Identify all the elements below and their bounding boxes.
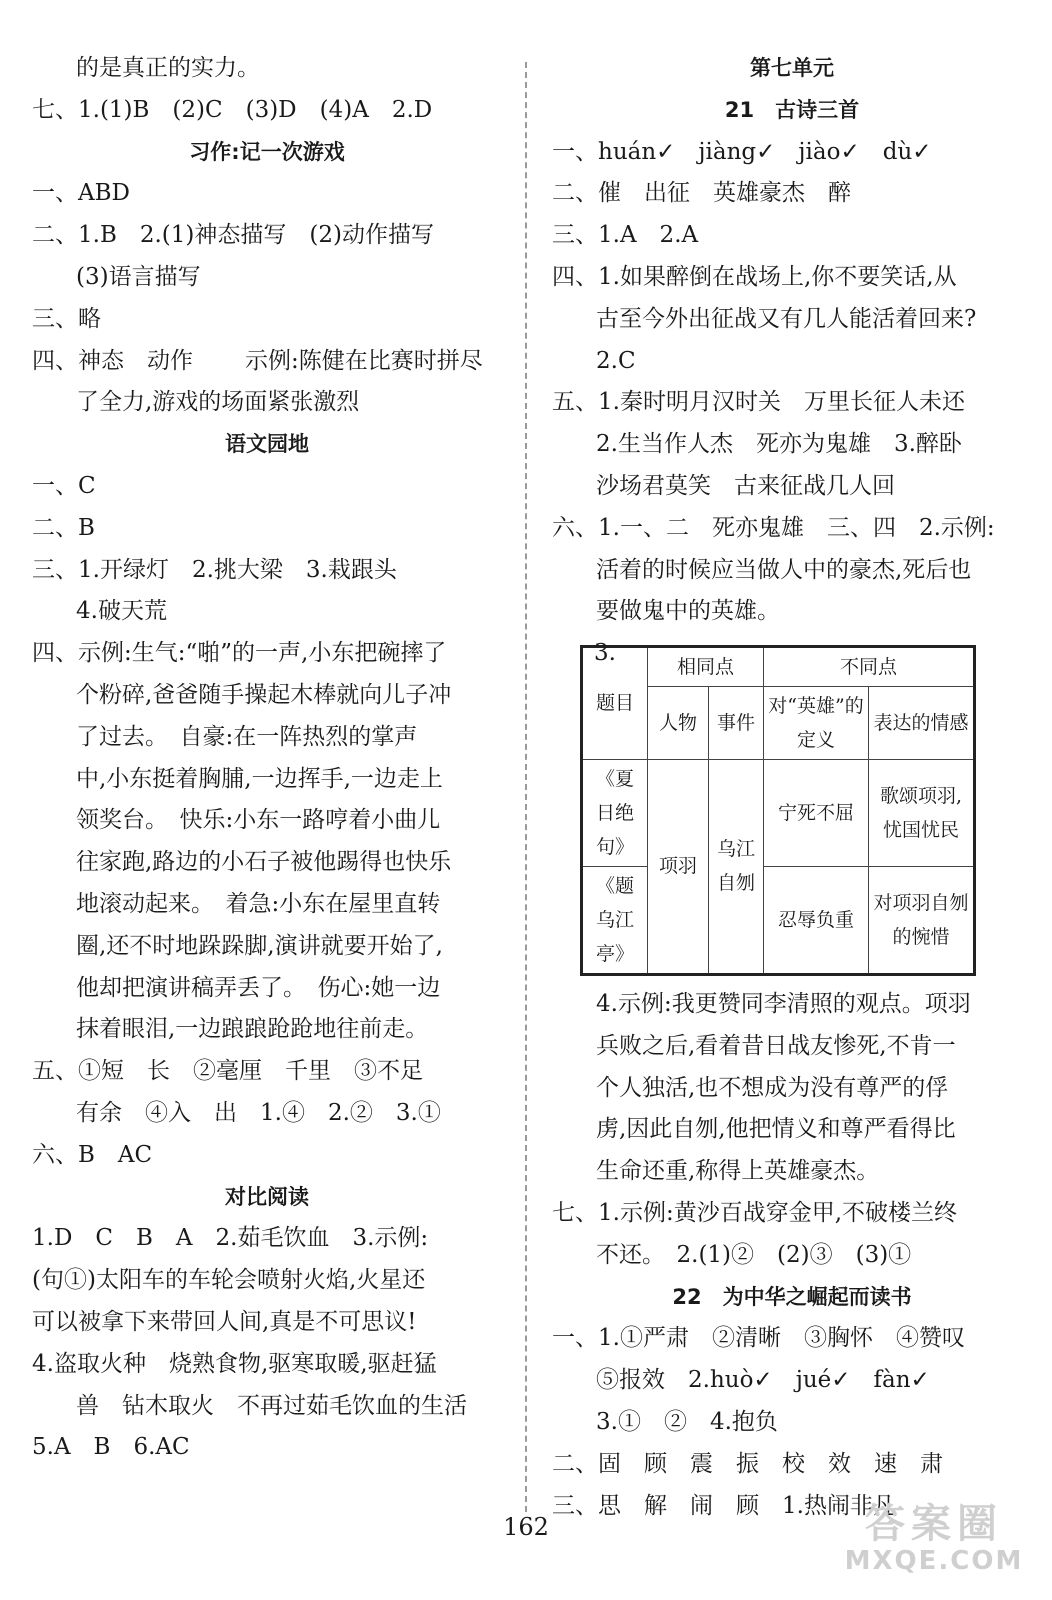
table-header: 事件 — [709, 686, 764, 759]
section-title: 对比阅读 — [225, 1184, 309, 1209]
right-column — [552, 48, 1032, 1527]
unit-title: 第七单元 — [750, 56, 834, 80]
answer-line: 兵败之后,看着昔日战友惨死,不肯一 — [596, 1032, 956, 1059]
table-header: 对“英雄”的定义 — [764, 686, 869, 759]
table-header: 表达的情感 — [869, 686, 975, 759]
answer-line: 3.① ② 4.抱负 — [596, 1408, 778, 1435]
answer-text: 四、神态 动作 — [32, 347, 193, 374]
answer-line: 古至今外出征战又有几人能活着回来? — [596, 305, 977, 332]
answer-line: 领奖台。 快乐:小东一路哼着小曲儿 — [76, 807, 441, 834]
table-cell: 忍辱负重 — [764, 866, 869, 974]
answer-line: 四、1.如果醉倒在战场上,你不要笑话,从 — [552, 263, 957, 290]
section-title: 习作:记一次游戏 — [189, 139, 345, 164]
answer-line: 一、ABD — [32, 180, 130, 207]
answer-line: 2.C — [596, 347, 636, 374]
answer-line: 三、1.A 2.A — [552, 222, 699, 249]
answer-line: 生命还重,称得上英雄豪杰。 — [596, 1158, 880, 1185]
table-header: 不同点 — [764, 646, 975, 686]
table-cell: 乌江自刎 — [709, 759, 764, 974]
answer-line: 一、huán✓ jiàng✓ jiào✓ dù✓ — [552, 138, 932, 165]
answer-line: 中,小东挺着胸脯,一边挥手,一边走上 — [76, 765, 443, 792]
answer-line: 活着的时候应当做人中的豪杰,死后也 — [596, 556, 972, 583]
answer-line: 有余 ④入 出 1.④ 2.② 3.① — [76, 1099, 441, 1126]
answer-line: 兽 钻木取火 不再过茹毛饮血的生活 — [76, 1392, 467, 1419]
answer-line: 个人独活,也不想成为没有尊严的俘 — [596, 1074, 949, 1101]
stamp-mark — [207, 365, 269, 395]
answer-line: 往家跑,路边的小石子被他踢得也快乐 — [76, 849, 452, 876]
answer-line: 六、1.一、二 死亦鬼雄 三、四 2.示例: — [552, 514, 995, 541]
answer-line: 圈,还不时地跺跺脚,演讲就要开始了, — [76, 932, 443, 959]
lesson-title: 21 古诗三首 — [724, 97, 860, 122]
answer-line: 2.生当作人杰 死亦为鬼雄 3.醉卧 — [596, 431, 962, 458]
comparison-table — [580, 645, 976, 976]
table-header: 相同点 — [648, 646, 764, 686]
answer-line: 五、①短 长 ②毫厘 千里 ③不足 — [32, 1058, 423, 1085]
table-cell: 《夏日绝句》 — [582, 759, 648, 866]
answer-line: 4.破天荒 — [76, 598, 167, 625]
table-cell: 宁死不屈 — [764, 759, 869, 866]
answer-line: 二、1.B 2.(1)神态描写 (2)动作描写 — [32, 222, 434, 249]
answer-line: 4.示例:我更赞同李清照的观点。项羽 — [596, 990, 971, 1017]
answer-line: 二、固 顾 震 振 校 效 速 肃 — [552, 1450, 943, 1477]
answer-line: 他却把演讲稿弄丢了。 伤心:她一边 — [76, 974, 441, 1001]
watermark-logo — [836, 1502, 1032, 1584]
answer-line: 六、B AC — [32, 1141, 153, 1168]
page-number: 162 — [503, 1513, 549, 1541]
answer-line: 了过去。 自豪:在一阵热烈的掌声 — [76, 723, 418, 750]
watermark-url: MXQE.COM — [844, 1546, 1024, 1576]
answer-line: 不还。 2.(1)② (2)③ (3)① — [596, 1241, 912, 1268]
answer-text: 示例:陈健在比赛时拼尽 — [245, 347, 483, 374]
answer-line: 二、催 出征 英雄豪杰 醉 — [552, 180, 851, 207]
answer-line: 三、略 — [32, 305, 101, 332]
answer-line: 三、思 解 闹 顾 1.热闹非凡 — [552, 1492, 896, 1519]
answer-line: 了全力,游戏的场面紧张激烈 — [76, 389, 360, 416]
answer-line: ⑤报效 2.huò✓ jué✓ fàn✓ — [596, 1367, 930, 1394]
watermark-text: 答案圈 — [865, 1501, 1003, 1547]
answer-line: 可以被拿下来带回人间,真是不可思议! — [32, 1308, 417, 1335]
answer-line: 七、1.(1)B (2)C (3)D (4)A 2.D — [32, 96, 433, 123]
answer-line: 五、1.秦时明月汉时关 万里长征人未还 — [552, 389, 965, 416]
answer-line: 要做鬼中的英雄。 — [596, 598, 780, 625]
table-header: 题目 — [582, 646, 648, 759]
answer-line: 地滚动起来。 着急:小东在屋里直转 — [76, 890, 441, 917]
answer-line: 的是真正的实力。 — [76, 55, 260, 81]
left-column — [32, 48, 502, 1469]
table-cell: 《题乌江亭》 — [582, 866, 648, 974]
column-divider — [525, 62, 527, 1512]
answer-line: 4.盗取火种 烧熟食物,驱寒取暖,驱赶猛 — [32, 1350, 437, 1377]
answer-line: 沙场君莫笑 古来征战几人回 — [596, 472, 895, 499]
lesson-title: 22 为中华之崛起而读书 — [672, 1284, 912, 1309]
answer-line: 1.D C B A 2.茹毛饮血 3.示例: — [32, 1225, 429, 1252]
table-cell: 对项羽自刎的惋惜 — [869, 866, 975, 974]
answer-line: 5.A B 6.AC — [32, 1434, 190, 1461]
answer-line: 虏,因此自刎,他把情义和尊严看得比 — [596, 1116, 956, 1143]
answer-line: 三、1.开绿灯 2.挑大梁 3.栽跟头 — [32, 556, 397, 583]
answer-line: (句①)太阳车的车轮会喷射火焰,火星还 — [32, 1267, 426, 1294]
answer-line: (3)语言描写 — [76, 263, 201, 290]
answer-line: 一、1.①严肃 ②清晰 ③胸怀 ④赞叹 — [552, 1325, 965, 1352]
answer-line: 四、示例:生气:“啪”的一声,小东把碗摔了 — [32, 640, 447, 667]
answer-line: 3. — [594, 640, 616, 667]
answer-line: 抹着眼泪,一边踉踉跄跄地往前走。 — [76, 1016, 429, 1043]
answer-line: 个粉碎,爸爸随手操起木棒就向儿子冲 — [76, 681, 452, 708]
section-title: 语文园地 — [225, 432, 309, 457]
answer-line: 二、B — [32, 514, 95, 541]
table-cell: 项羽 — [648, 759, 709, 974]
table-cell: 歌颂项羽,忧国忧民 — [869, 759, 975, 866]
answer-line: 七、1.示例:黄沙百战穿金甲,不破楼兰终 — [552, 1199, 958, 1226]
table-header: 人物 — [648, 686, 709, 759]
answer-line: 一、C — [32, 472, 96, 499]
